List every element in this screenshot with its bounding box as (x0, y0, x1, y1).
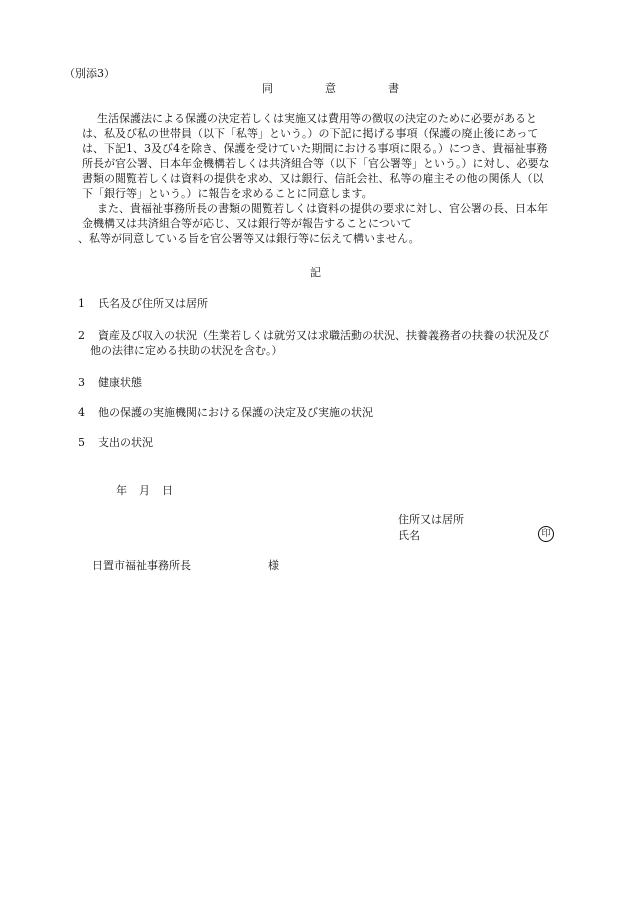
date-day: 日 (162, 484, 173, 497)
item-5-text: 支出の状況 (98, 436, 153, 449)
paragraph-line: 書類の閲覧若しくは資料の提供を求め、又は銀行、信託会社、私等の雇主その他の関係人（以 (82, 172, 544, 185)
item-3-number: 3 (78, 376, 85, 389)
seal-mark: 印 (538, 526, 554, 542)
honorific: 様 (268, 559, 279, 572)
paragraph-line: 生活保護法による保護の決定若しくは実施又は費用等の徴収の決定のために必要があると (86, 112, 537, 125)
item-2-number: 2 (78, 329, 85, 342)
paragraph-line: 所長が官公署、日本年金機構若しくは共済組合等（以下「官公署等」という。）に対し、必要な (82, 157, 550, 170)
item-2-text-line2: 他の法律に定める扶助の状況を含む。） (90, 344, 283, 357)
date-month: 月 (139, 484, 150, 497)
ki-heading: 記 (310, 266, 321, 279)
item-1-number: 1 (78, 297, 85, 310)
item-5-number: 5 (78, 436, 85, 449)
item-3-text: 健康状態 (98, 376, 142, 389)
title-char-1: 同 (262, 82, 273, 95)
name-label: 氏名 (398, 529, 420, 542)
date-year: 年 (116, 484, 127, 497)
address-label: 住所又は居所 (398, 513, 464, 526)
consent-paragraph-2 (78, 201, 592, 246)
paragraph-line: 下「銀行等」という。）に報告を求めることに同意します。 (82, 187, 373, 200)
title-char-3: 書 (388, 82, 399, 95)
item-4-number: 4 (78, 406, 85, 419)
document-title (262, 83, 399, 94)
consent-paragraph-1 (82, 111, 592, 201)
item-1-text: 氏名及び住所又は居所 (98, 297, 208, 310)
addressee: 日置市福祉事務所長 (92, 559, 191, 572)
paragraph-line: 金機構又は共済組合等が応じ、又は銀行等が報告することについて (82, 217, 412, 230)
paragraph-line: 、私等が同意している旨を官公署等又は銀行等に伝えて構いません。 (78, 232, 420, 245)
annex-label: （別添3） (64, 67, 115, 80)
item-2-text: 資産及び収入の状況（生業若しくは就労又は求職活動の状況、扶養義務者の扶養の状況及び (98, 329, 549, 342)
paragraph-line: は、私及び私の世帯員（以下「私等」という。）の下記に掲げる事項（保護の廃止後にあって (82, 127, 539, 140)
paragraph-line: は、下記1、3及び4を除き、保護を受けていた期間における事項に限る。）につき、貴福祉事務 (82, 142, 548, 155)
item-4-text: 他の保護の実施機関における保護の決定及び実施の状況 (98, 406, 373, 419)
paragraph-line: また、貴福祉事務所長の書類の閲覧若しくは資料の提供の要求に対し、官公署の長、日本年 (86, 202, 548, 215)
title-char-2: 意 (325, 82, 336, 95)
